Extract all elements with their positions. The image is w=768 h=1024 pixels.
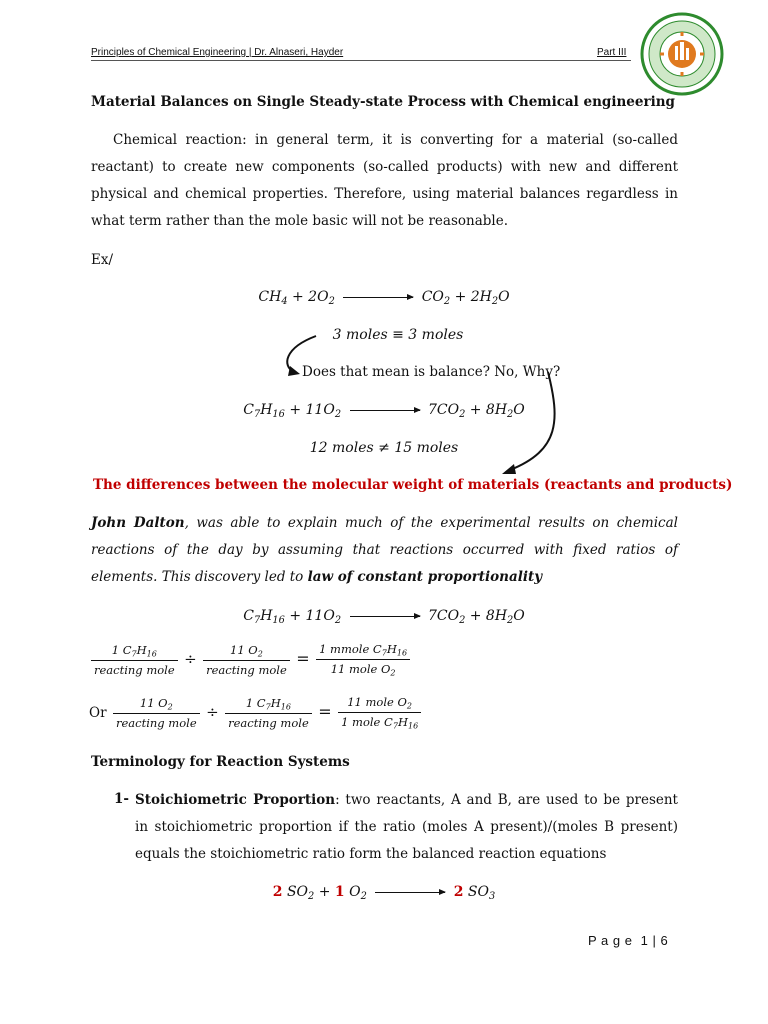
dalton-name: John Dalton bbox=[91, 515, 185, 531]
eq2-products: $7CO_2 + 8H_2O$ bbox=[427, 402, 525, 420]
eq1-reactants: $CH_4 + 2O_2$ bbox=[258, 289, 335, 307]
fraction: $\frac{1 mmole C_7H_{16}}{11 mole O_2}$ bbox=[316, 642, 410, 678]
fraction: $\frac{11 O_2}{\text{reacting mole}}$ bbox=[203, 643, 290, 677]
page-title: Material Balances on Single Steady-state Process with Chemical engineering bbox=[91, 94, 675, 110]
university-logo bbox=[640, 12, 724, 96]
page-number: P a g e 1 | 6 bbox=[588, 933, 669, 948]
intro-paragraph: Chemical reaction: in general term, it is converting for a material (so-called reactant) to create new components (so-called products) with new and different physical and chemical properties. Therefore, using material balances regardless in what term rather than the mole basic will not be reasonable. bbox=[91, 132, 678, 229]
equation-sulfur: 2 $SO_2 + 1$ $O_2$ 2 $SO_3$ bbox=[272, 884, 496, 902]
list-number: 1- bbox=[114, 791, 129, 807]
fraction: $\frac{11 mole O_2}{1 mole C_7H_{16}}$ bbox=[338, 695, 421, 731]
fraction: $\frac{1 C_7H_{16}}{\text{reacting mole}}$ bbox=[91, 643, 178, 677]
reaction-arrow bbox=[350, 410, 420, 411]
eq1-products: $CO_2 + 2H_2O$ bbox=[421, 289, 510, 307]
fraction: $\frac{11 O_2}{\text{reacting mole}}$ bbox=[113, 696, 200, 730]
moles-inequality: 12 moles ≠ 15 moles bbox=[309, 440, 459, 456]
coefficient: 2 bbox=[453, 884, 464, 900]
coefficient: 1 bbox=[334, 884, 345, 900]
eq2-reactants: $C_7H_{16} + 11O_2$ bbox=[243, 402, 342, 420]
coefficient: 2 bbox=[272, 884, 283, 900]
fraction: $\frac{1 C_7H_{16}}{\text{reacting mole}}$ bbox=[225, 696, 312, 730]
term-definition: : two reactants, A and B, are used to be present in stoichiometric proportion if the ratio (moles A present)/(moles B present) equals the stoichiometric ratio form the balanced reaction equations bbox=[135, 792, 678, 862]
eq3-products: $7CO_2 + 8H_2O$ bbox=[427, 608, 525, 626]
equation-methane bbox=[0, 289, 768, 307]
law-name: law of constant proportionality bbox=[307, 569, 543, 585]
reaction-arrow bbox=[350, 616, 420, 617]
red-note: The differences between the molecular weight of materials (reactants and products) bbox=[93, 477, 733, 493]
reaction-arrow bbox=[343, 297, 413, 298]
dalton-paragraph bbox=[91, 510, 678, 591]
section-heading: Terminology for Reaction Systems bbox=[91, 754, 350, 770]
reaction-arrow bbox=[375, 892, 445, 893]
running-header-right: Part III bbox=[597, 47, 627, 58]
balance-question: Does that mean is balance? No, Why? bbox=[302, 364, 561, 380]
ratio-line-2: Or $\frac{11 O_2}{\text{reacting mole}}$ ÷ $\frac{1 C_7H_{16}}{\text{reacting mole}}$ = $\frac{11 mole O_2}{1 mole C_7H_{16}}$ bbox=[89, 695, 423, 731]
equation-heptane bbox=[0, 402, 768, 420]
or-label: Or bbox=[89, 704, 107, 721]
ratio-line-1: $\frac{1 C_7H_{16}}{\text{reacting mole}}$ ÷ $\frac{11 O_2}{\text{reacting mole}}$ = $\frac{1 mmole C_7H_{16}}{11 mole O_2}$ bbox=[89, 642, 412, 678]
list-item bbox=[135, 787, 678, 868]
moles-equivalence: 3 moles ≡ 3 moles bbox=[332, 327, 464, 343]
term: Stoichiometric Proportion bbox=[135, 792, 336, 808]
header-rule bbox=[91, 60, 631, 61]
dalton-text: , was able to explain much of the experimental results on chemical reactions of the day by assuming that reactions occurred with fixed ratios of elements. This discovery led to bbox=[91, 515, 678, 585]
equation-heptane-2 bbox=[0, 608, 768, 626]
eq3-reactants: $C_7H_{16} + 11O_2$ bbox=[243, 608, 342, 626]
running-header-left: Principles of Chemical Engineering | Dr. Alnaseri, Hayder bbox=[91, 47, 344, 58]
example-label: Ex/ bbox=[91, 252, 114, 268]
